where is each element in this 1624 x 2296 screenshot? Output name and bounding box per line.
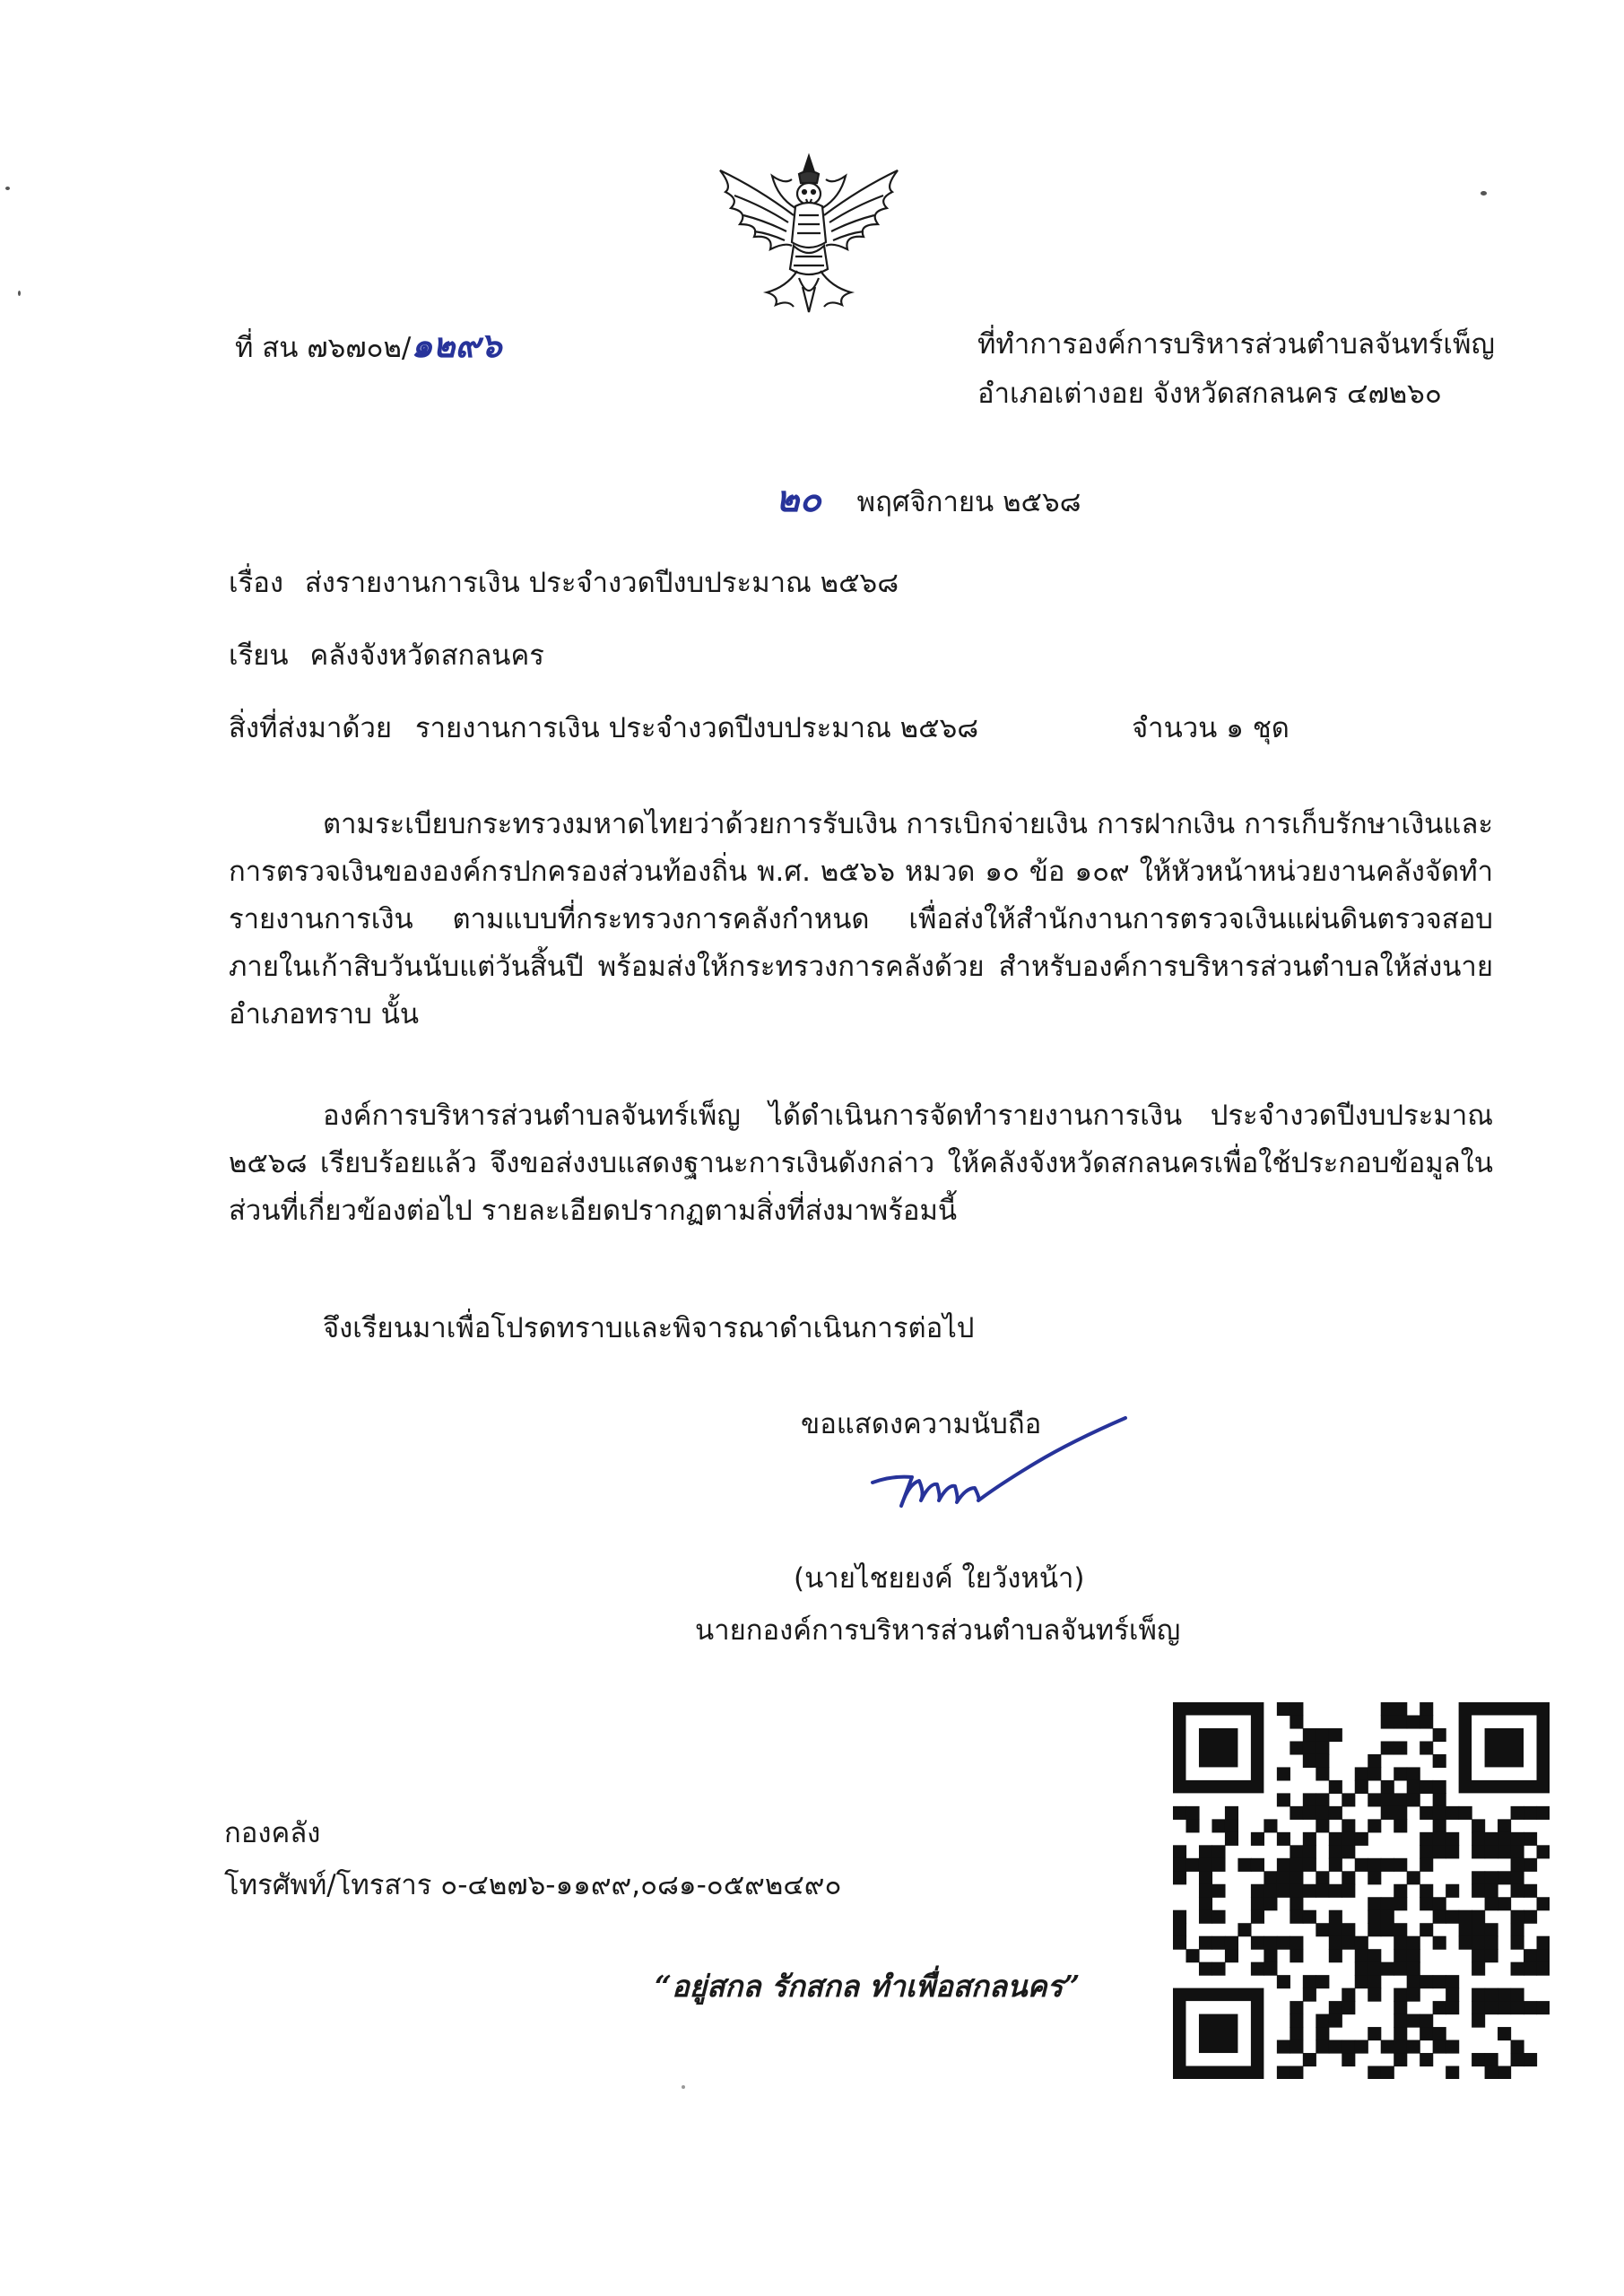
scan-speck [18, 291, 21, 296]
reference-handwritten: ๑๒๙๖ [411, 326, 502, 365]
closing-sentence: จึงเรียนมาเพื่อโปรดทราบและพิจารณาดำเนินการต่อไป [323, 1312, 975, 1344]
subject-line [229, 567, 899, 600]
office-address-line1: ที่ทำการองค์การบริหารส่วนตำบลจันทร์เพ็ญ [977, 328, 1495, 361]
signatory-name: (นายไชยยงค์ ใยวังหน้า) [794, 1562, 1085, 1595]
subject-text: ส่งรายงานการเงิน ประจำงวดปีงบประมาณ ๒๕๖๘ [304, 567, 899, 599]
recipient-label: เรียน [229, 639, 289, 672]
letter-date [776, 478, 1081, 521]
body-paragraph-2-text: องค์การบริหารส่วนตำบลจันทร์เพ็ญ ได้ดำเนินการจัดทำรายงานการเงิน ประจำงวดปีงบประมาณ ๒๕๖๘ เรียบร้อยแล้ว จึงขอส่งงบแสดงฐานะการเงินดังกล่าว ให้คลังจังหวัดสกลนครเพื่อใช้ประกอบข้อมูลในส่วนที่เกี่ยวข้องต่อไป รายละเอียดปรากฏตามสิ่งที่ส่งมาพร้อมนี้ [229, 1100, 1493, 1227]
signature-salutation: ขอแสดงความนับถือ [801, 1408, 1042, 1440]
subject-label: เรื่อง [229, 567, 284, 599]
footer-motto: “อยู่สกล รักสกล ทำเพื่อสกลนคร” [655, 1969, 1081, 2004]
date-month-year: พฤศจิกายน ๒๕๖๘ [856, 486, 1081, 518]
footer-department: กองคลัง [224, 1817, 321, 1849]
signatory-position: นายกองค์การบริหารส่วนตำบลจันทร์เพ็ญ [695, 1614, 1181, 1647]
scan-speck [5, 187, 10, 190]
date-day-handwritten: ๒๐ [776, 479, 821, 520]
body-paragraph-2 [229, 1092, 1493, 1235]
recipient-line [229, 639, 544, 673]
scan-speck [682, 2085, 685, 2089]
reference-printed: ที่ สน ๗๖๗๐๒/ [235, 332, 412, 364]
handwritten-signature-icon [865, 1413, 1134, 1520]
enclosure-text: รายงานการเงิน ประจำงวดปีงบประมาณ ๒๕๖๘ [414, 712, 979, 744]
qr-code-icon [1173, 1702, 1550, 2079]
garuda-emblem-icon [713, 152, 906, 318]
enclosure-quantity: จำนวน ๑ ชุด [1132, 712, 1290, 744]
office-address-line2: อำเภอเต่างอย จังหวัดสกลนคร ๔๗๒๖๐ [977, 378, 1442, 410]
body-paragraph-1 [229, 801, 1493, 1039]
enclosure-label: สิ่งที่ส่งมาด้วย [229, 712, 393, 744]
enclosure-line [229, 712, 978, 745]
scan-speck [1481, 191, 1487, 196]
body-paragraph-1-text: ตามระเบียบกระทรวงมหาดไทยว่าด้วยการรับเงิน การเบิกจ่ายเงิน การฝากเงิน การเก็บรักษาเงินและการตรวจเงินขององค์กรปกครองส่วนท้องถิ่น พ.ศ. ๒๕๖๖ หมวด ๑๐ ข้อ ๑๐๙ ให้หัวหน้าหน่วยงานคลังจัดทำรายงานการเงิน ตามแบบที่กระทรวงการคลังกำหนด เพื่อส่งให้สำนักงานการตรวจเงินแผ่นดินตรวจสอบภายในเก้าสิบวันนับแต่วันสิ้นปี พร้อมส่งให้กระทรวงการคลังด้วย สำหรับองค์การบริหารส่วนตำบลให้ส่งนายอำเภอทราบ นั้น [229, 808, 1493, 1031]
reference-number [235, 326, 501, 367]
recipient-text: คลังจังหวัดสกลนคร [309, 639, 544, 672]
footer-phone: โทรศัพท์/โทรสาร ๐-๔๒๗๖-๑๑๙๙,๐๘๑-๐๕๙๒๔๙๐ [224, 1869, 842, 1901]
